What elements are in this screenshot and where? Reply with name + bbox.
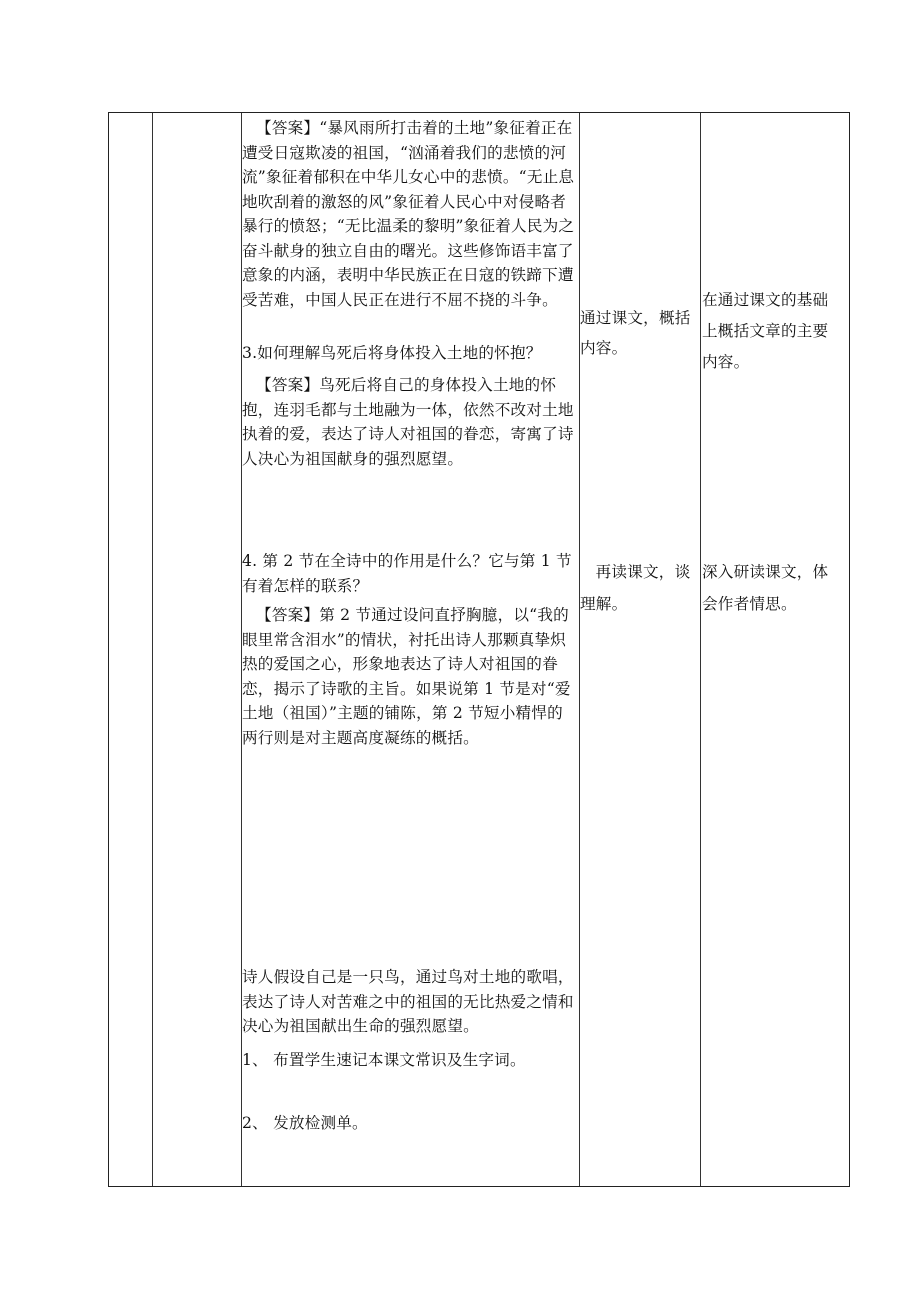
answer-text: 【答案】第 2 节通过设问直抒胸臆，以“我的眼里常含泪水”的情状，衬托出诗人那颗真挚炽热的爱国之心，形象地表达了诗人对祖国的眷恋，揭示了诗歌的主旨。如果说第 1 节是对“爱土地（祖国）”主题的铺陈，第 2 节短小精悍的两行则是对主题高度凝练的概括。	[242, 606, 571, 747]
answer-text: 【答案】“暴风雨所打击着的土地”象征着正在遭受日寇欺凌的祖国，“汹涌着我们的悲愤的河流”象征着郁积在中华儿女心中的悲愤。“无止息地吹刮着的激怒的风”象征着人民心中对侵略者暴行的愤怒；“无比温柔的黎明”象征着人民为之奋斗献身的独立自由的曙光。这些修饰语丰富了意象的内涵，表明中华民族正在日寇的铁蹄下遭受苦难，中国人民正在进行不屈不挠的斗争。	[242, 119, 575, 309]
question-4	[242, 549, 578, 598]
task-text: 2、 发放检测单。	[242, 1114, 368, 1132]
student-activity-2	[580, 556, 700, 620]
column-divider	[579, 113, 580, 1186]
answer-block-3	[242, 373, 578, 471]
summary-block	[242, 965, 578, 1039]
answer-block-4	[242, 603, 578, 750]
lesson-table	[108, 112, 850, 1187]
design-intent-2	[702, 556, 842, 620]
activity-text: 通过课文，概括内容。	[580, 309, 691, 357]
design-intent-1	[702, 285, 842, 378]
intent-text: 深入研读课文，体会作者情思。	[702, 563, 829, 613]
task-text: 1、 布置学生速记本课文常识及生字词。	[242, 1051, 526, 1069]
intent-text: 在通过课文的基础上概括文章的主要内容。	[702, 291, 829, 371]
task-1	[242, 1048, 578, 1073]
question-text: 4. 第 2 节在全诗中的作用是什么？它与第 1 节有着怎样的联系？	[242, 552, 572, 595]
column-divider	[700, 113, 701, 1186]
task-2	[242, 1111, 578, 1136]
column-divider	[152, 113, 153, 1186]
summary-text: 诗人假设自己是一只鸟，通过鸟对土地的歌唱，表达了诗人对苦难之中的祖国的无比热爱之情和决心为祖国献出生命的强烈愿望。	[242, 968, 574, 1035]
activity-text: 再读课文，谈理解。	[580, 563, 691, 613]
question-3	[242, 341, 578, 366]
student-activity-1	[580, 303, 700, 363]
answer-block-1	[242, 116, 578, 312]
question-text: 3.如何理解鸟死后将身体投入土地的怀抱？	[242, 344, 542, 362]
answer-text: 【答案】鸟死后将自己的身体投入土地的怀抱，连羽毛都与土地融为一体，依然不改对土地执着的爱，表达了诗人对祖国的眷恋，寄寓了诗人决心为祖国献身的强烈愿望。	[242, 376, 574, 468]
